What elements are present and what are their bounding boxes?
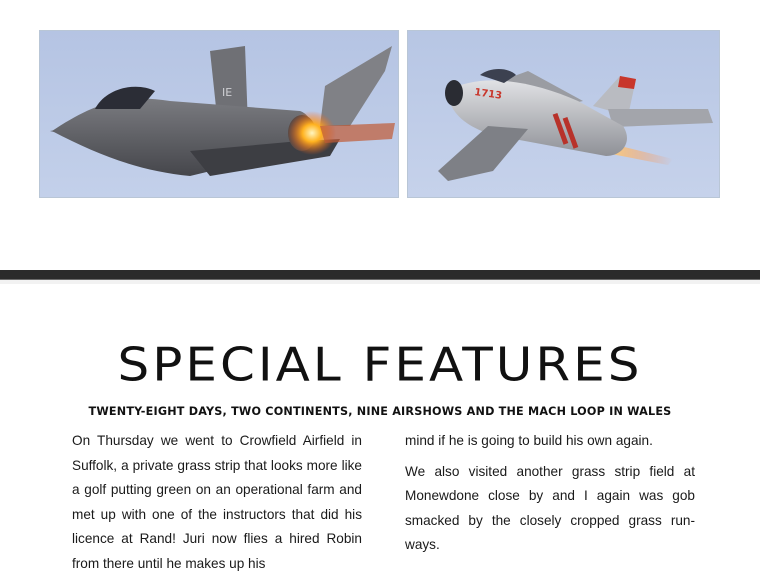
paragraph: On Thursday we went to Crowfield Airfield in Suffolk, a private grass strip that looks more like a golf putting green on an operational farm and met up with one of the instructors that did his licence at Rand! Juri now flies a hired Robin from there until he makes up his [72,433,362,571]
tail-number: 1713 [473,87,503,102]
article-subtitle: TWENTY-EIGHT DAYS, TWO CONTINENTS, NINE AIRSHOWS AND THE MACH LOOP IN WALES [88,405,672,418]
paragraph: We also visited another grass strip field at Monewdone close by and I again was gob smacked by the closely cropped grass run-ways. [405,463,695,552]
article-column-right [405,429,695,564]
page-divider [0,270,760,284]
fighter-jet-afterburner-photo [40,31,398,197]
fighter-jet-photo [39,30,399,198]
page-title: SPECIAL FEATURES [117,338,643,392]
paragraph: mind if he is going to build his own again. [405,433,653,448]
article-column-left [72,429,362,582]
vintage-jet-photo [407,30,720,198]
vintage-jet-aerobatic-photo [408,31,719,197]
tail-mark: IE [222,86,233,99]
